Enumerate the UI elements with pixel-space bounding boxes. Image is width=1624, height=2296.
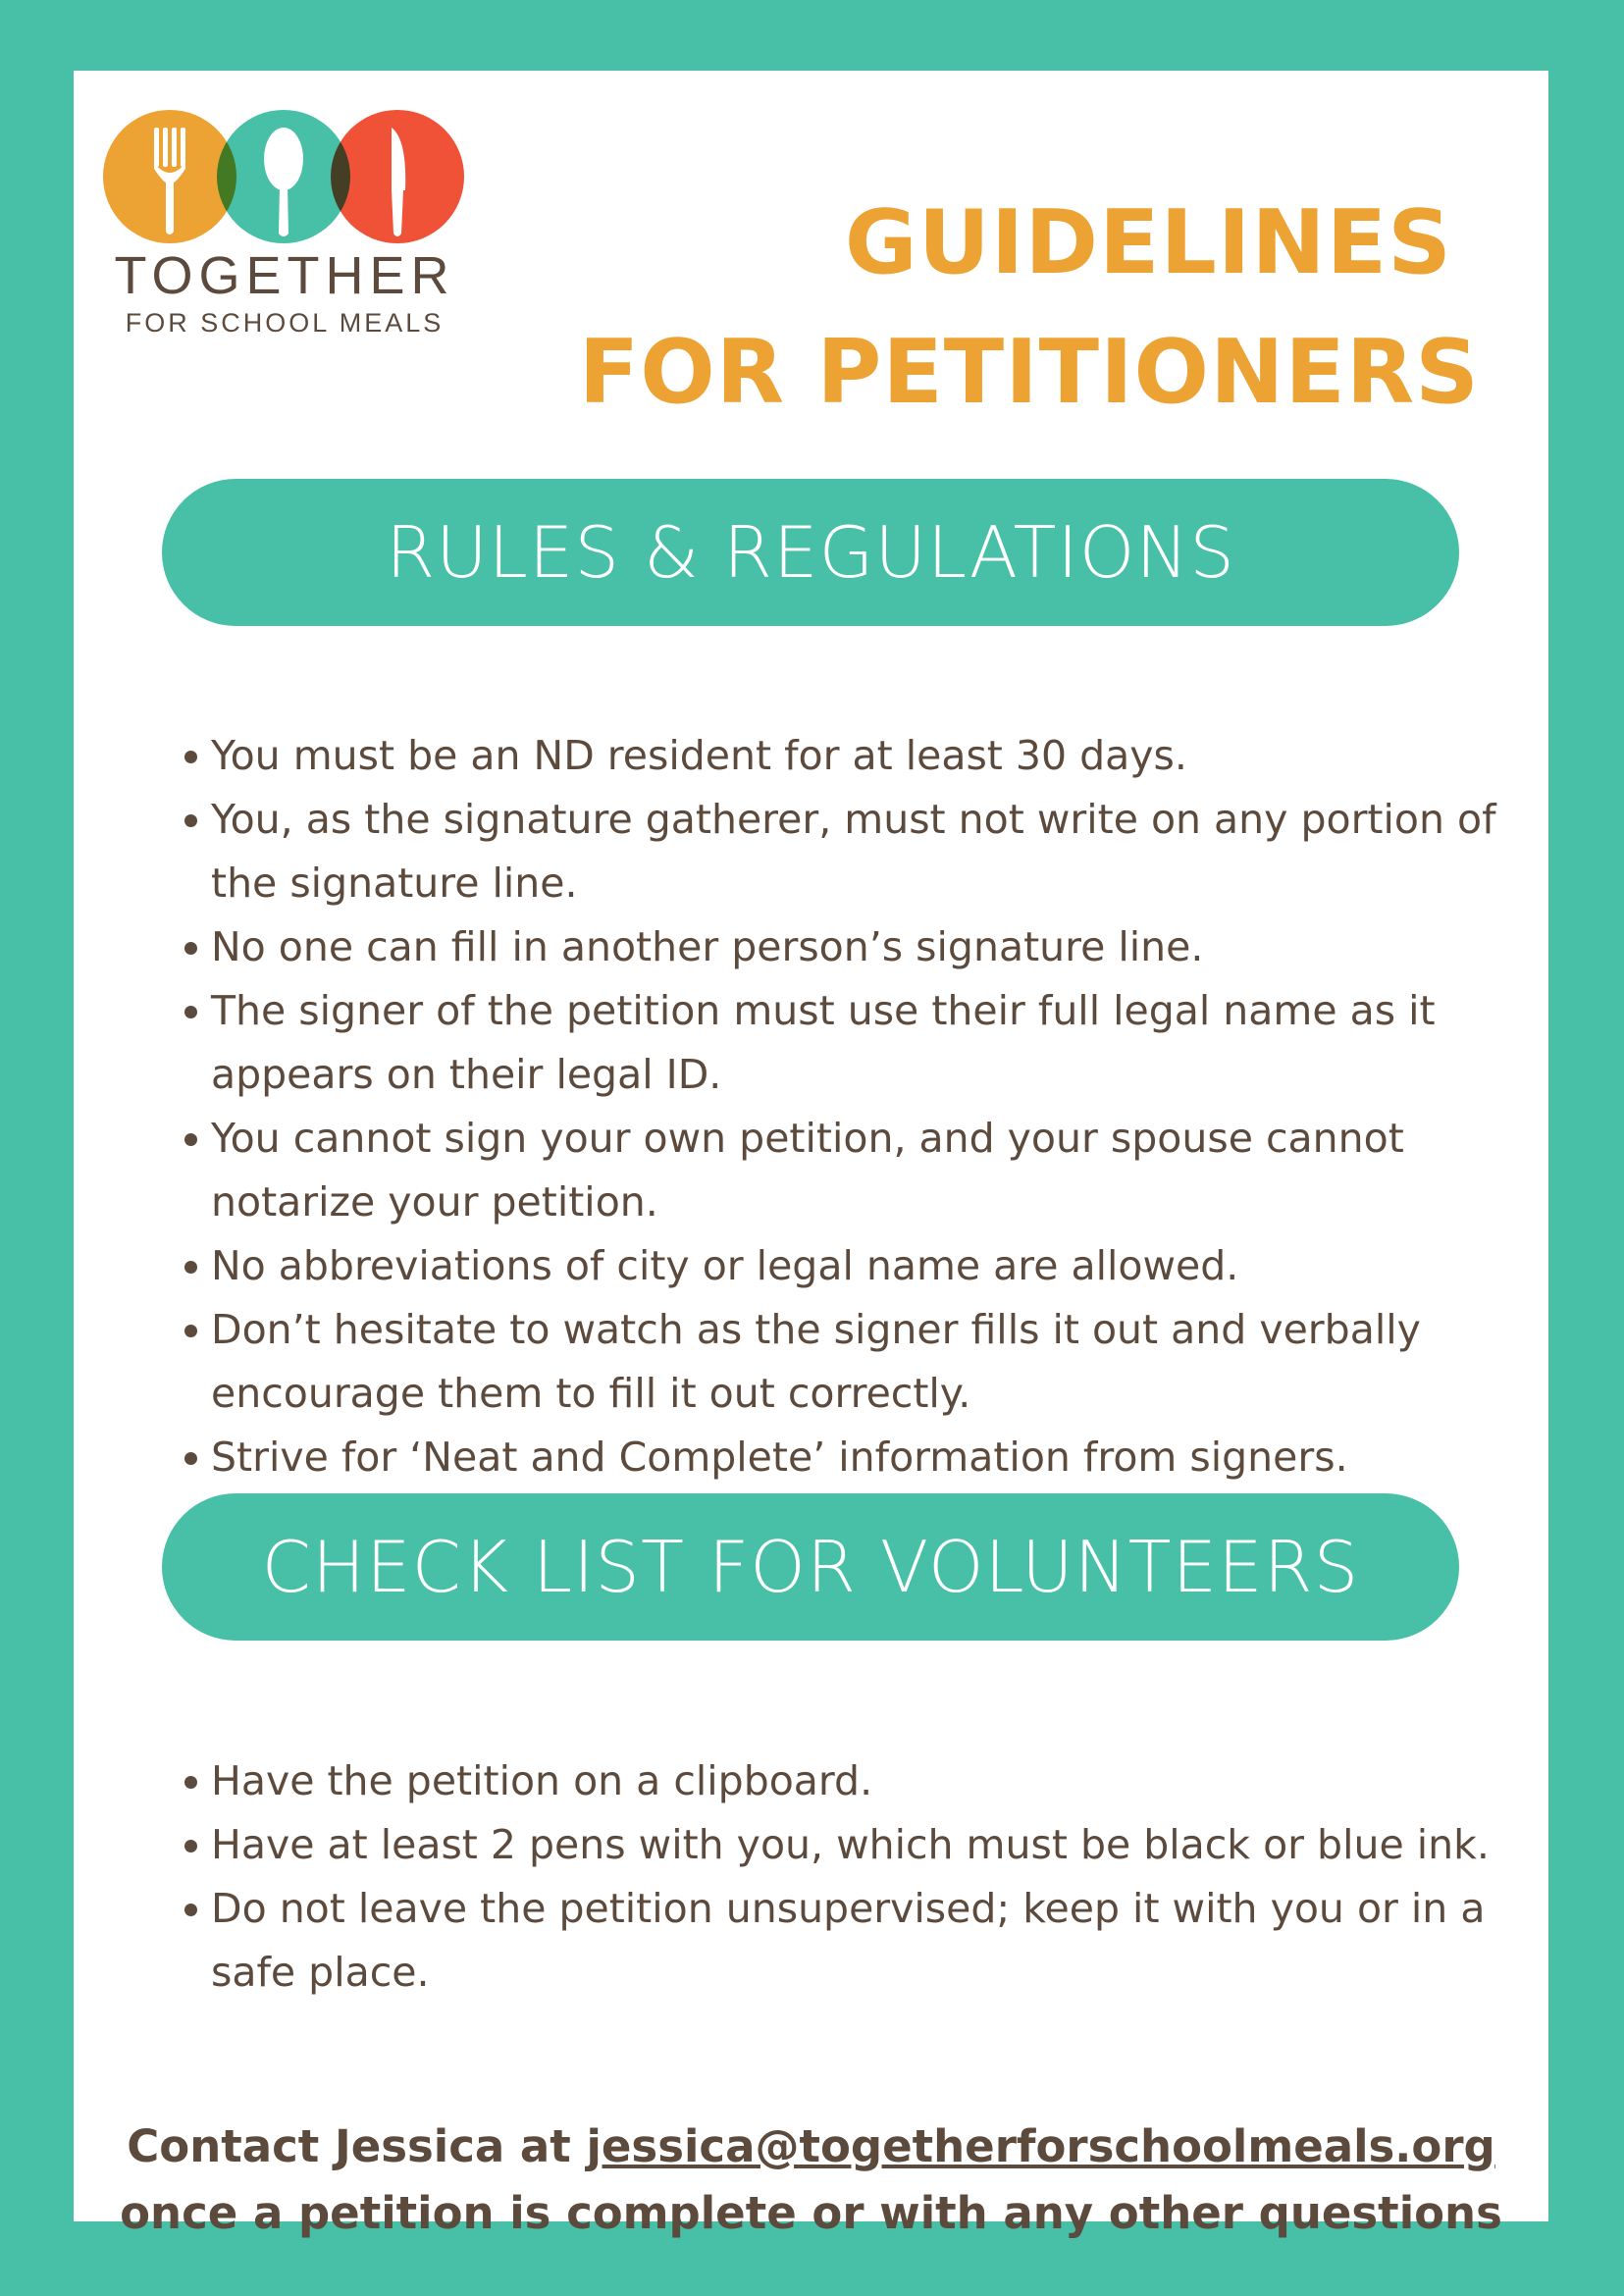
list-item xyxy=(96,1749,1526,1813)
rule-text: Strive for ‘Neat and Complete’ information from signers. xyxy=(211,1434,1348,1481)
rules-list xyxy=(211,724,1526,1489)
contact-info xyxy=(74,2113,1548,2247)
rule-text: No one can fill in another person’s signature line. xyxy=(211,923,1204,970)
rule-text: No abbreviations of city or legal name are allowed. xyxy=(211,1242,1239,1289)
bullet-icon xyxy=(184,1452,197,1465)
together-logo xyxy=(103,110,476,339)
title-line-2: FOR PETITIONERS xyxy=(578,321,1480,424)
rule-text: Don’t hesitate to watch as the signer fills it out and verbally encourage them to fill it out correctly. xyxy=(211,1306,1421,1417)
logo-wordmark: TOGETHER xyxy=(114,246,455,305)
list-item xyxy=(96,1813,1526,1877)
list-item xyxy=(96,724,1526,788)
list-item xyxy=(96,1426,1526,1489)
email-link[interactable]: jessica@togetherforschoolmeals.org xyxy=(586,2120,1495,2172)
rule-text: You cannot sign your own petition, and your spouse cannot notarize your petition. xyxy=(211,1115,1404,1226)
bullet-icon xyxy=(184,1006,197,1018)
bullet-icon xyxy=(184,942,197,955)
rules-heading: RULES & REGULATIONS xyxy=(162,479,1459,626)
title-line-1: GUIDELINES xyxy=(844,191,1452,294)
checklist-text: Have at least 2 pens with you, which must be black or blue ink. xyxy=(211,1821,1490,1868)
logo-tagline: FOR SCHOOL MEALS xyxy=(125,308,445,338)
list-item xyxy=(96,979,1526,1107)
list-item xyxy=(96,1107,1526,1234)
rule-text: The signer of the petition must use their full legal name as it appears on their legal ID. xyxy=(211,987,1436,1098)
checklist-list xyxy=(211,1749,1526,2005)
bullet-icon xyxy=(184,1840,197,1852)
list-item xyxy=(96,1298,1526,1426)
bullet-icon xyxy=(184,1904,197,1916)
list-item xyxy=(96,1877,1526,2005)
guidelines-card xyxy=(74,71,1548,2239)
bullet-icon xyxy=(184,1261,197,1274)
contact-line-1 xyxy=(74,2113,1548,2180)
rule-text: You must be an ND resident for at least 30 days. xyxy=(211,732,1187,779)
checklist-text: Have the petition on a clipboard. xyxy=(211,1757,873,1804)
rule-text: You, as the signature gatherer, must not write on any portion of the signature line. xyxy=(211,796,1496,907)
checklist-text: Do not leave the petition unsupervised; keep it with you or in a safe place. xyxy=(211,1885,1486,1996)
bullet-icon xyxy=(184,814,197,827)
bullet-icon xyxy=(184,751,197,763)
bullet-icon xyxy=(184,1133,197,1146)
checklist-heading: CHECK LIST FOR VOLUNTEERS xyxy=(162,1493,1459,1641)
list-item xyxy=(96,788,1526,915)
bullet-icon xyxy=(184,1776,197,1789)
logo-circles xyxy=(103,110,476,243)
list-item xyxy=(96,1234,1526,1298)
page-title xyxy=(579,179,1480,438)
knife-icon xyxy=(331,110,464,243)
contact-prefix: Contact Jessica at xyxy=(127,2120,587,2172)
list-item xyxy=(96,915,1526,979)
bullet-icon xyxy=(184,1325,197,1337)
contact-line-2: once a petition is complete or with any other questions xyxy=(120,2187,1502,2239)
